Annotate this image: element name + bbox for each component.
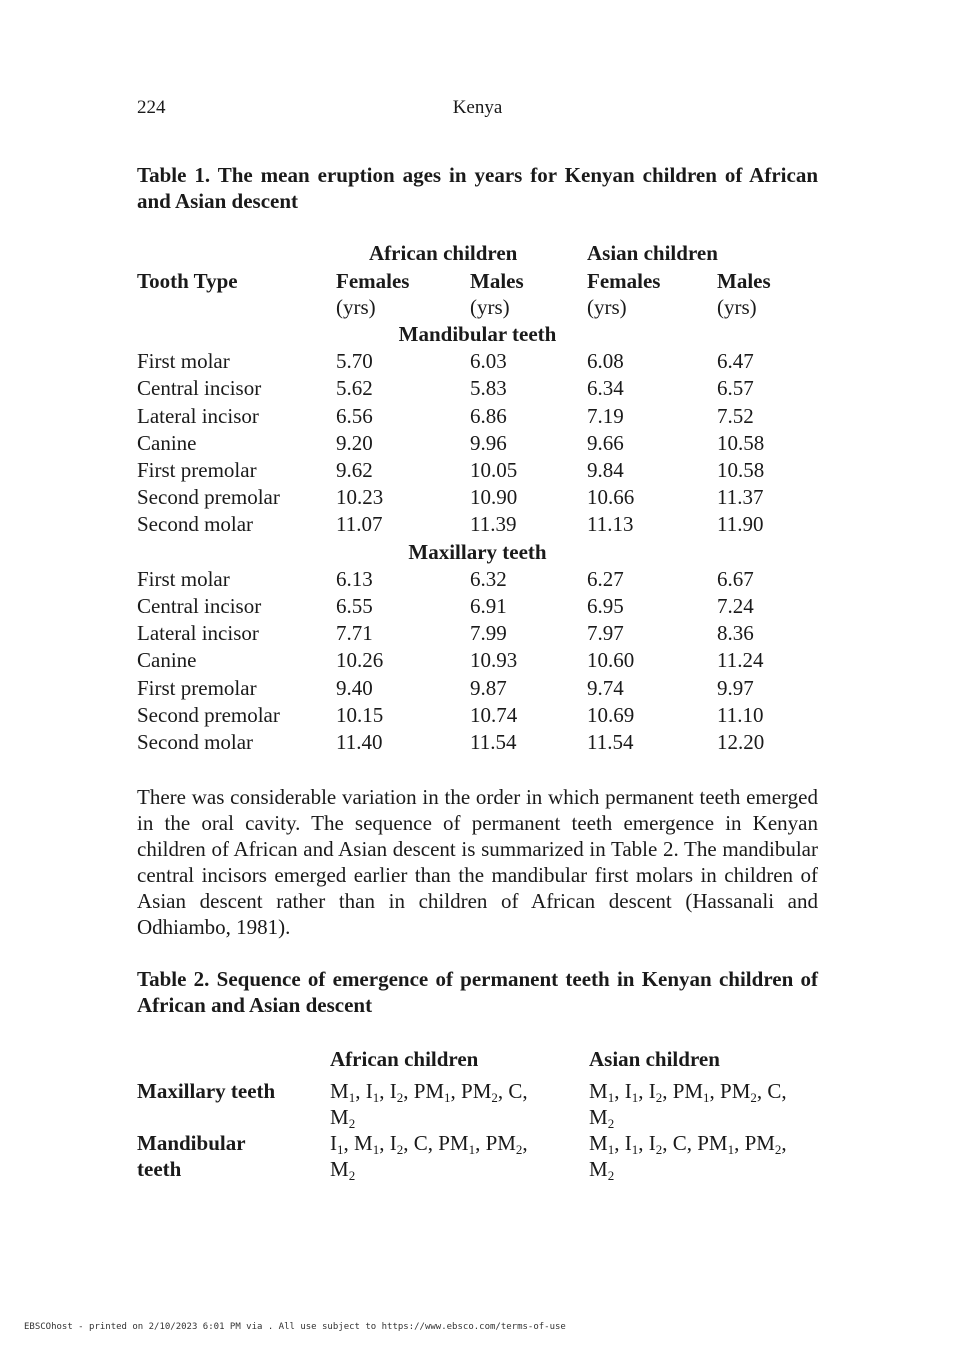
print-footer: EBSCOhost - printed on 2/10/2023 6:01 PM via . All use subject to https://www.ebsco.com/terms-of-use	[24, 1322, 566, 1332]
table1-row	[0, 593, 955, 620]
tooth-symbol: $PM_2$,	[744, 1131, 787, 1157]
table1-value-cell: 9.87	[470, 675, 507, 700]
table1-value-cell: 6.91	[470, 594, 507, 618]
table1-value-cell: 11.37	[717, 485, 764, 510]
table1-tooth-label: Central incisor	[137, 594, 262, 618]
table1-value-cell: 11.39	[470, 512, 517, 537]
table1-tooth-label: First molar	[137, 349, 230, 374]
tooth-symbol: $I_2$,	[389, 1131, 409, 1157]
table1-value-cell: 11.90	[717, 512, 764, 537]
table1-value-cell: 6.55	[336, 594, 373, 618]
table1-row	[0, 702, 955, 729]
table1-caption: Table 1. The mean eruption ages in years for Kenyan children of African and Asian descent	[137, 163, 818, 213]
table1-value-cell: 6.47	[717, 349, 754, 374]
table1-group-header-african: African children	[369, 241, 518, 265]
table1-col-header: Females	[587, 269, 661, 293]
table1-row	[0, 348, 955, 375]
table1-value-cell: 7.99	[470, 621, 507, 646]
table1-tooth-label: Second molar	[137, 512, 254, 537]
table1-value-cell: 5.62	[336, 376, 373, 401]
table1-row	[0, 566, 955, 593]
tooth-symbol: $M_2$	[589, 1157, 615, 1183]
table1-value-cell: 6.67	[717, 566, 754, 591]
table1-row	[0, 457, 955, 484]
table1-col-header: Females	[336, 269, 410, 293]
table1-value-cell: 5.83	[470, 376, 507, 401]
tooth-symbol: $M_1$,	[354, 1131, 385, 1157]
table1-value-cell: 9.84	[587, 458, 624, 482]
tooth-symbol: $I_2$,	[648, 1079, 668, 1105]
table1-value-cell: 6.13	[336, 566, 373, 591]
table1-value-cell: 5.70	[336, 349, 373, 374]
table1-tooth-label: Second molar	[137, 730, 254, 754]
tooth-symbol: $M_2$	[589, 1105, 615, 1131]
tooth-symbol: $I_2$,	[648, 1131, 668, 1157]
table1-col-header: Males	[470, 269, 524, 293]
table1-value-cell: 11.54	[587, 730, 634, 754]
table1-value-cell: 6.95	[587, 594, 624, 618]
table2-sequence	[589, 1130, 814, 1182]
table1-tooth-label: Canine	[137, 430, 197, 455]
table1-value-cell: 9.40	[336, 675, 373, 700]
table1-value-cell: 7.71	[336, 621, 373, 646]
body-paragraph: There was considerable variation in the order in which permanent teeth emerged in the oral cavity. The sequence of permanent teeth emergence in Kenyan children of African and Asian descent is summarized in Table 2. The mandibular central incisors emerged earlier than the mandibular first molars in children of Asian descent rather than in children of African descent (Hassanali and Odhiambo, 1981).	[137, 785, 818, 939]
table1-tooth-label: Second premolar	[137, 702, 280, 727]
table1-value-cell: 6.03	[470, 349, 507, 374]
table1-value-cell: 12.20	[717, 730, 765, 754]
table1-value-cell: 10.23	[336, 485, 384, 510]
table1-tooth-type-header: Tooth Type	[137, 269, 238, 293]
table1-tooth-label: First premolar	[137, 458, 257, 482]
table1-row	[0, 375, 955, 402]
table2-row-label: Maxillary teeth	[137, 1079, 276, 1103]
table1-value-cell: 9.74	[587, 675, 624, 700]
table1-value-cell: 10.60	[587, 648, 635, 673]
table2-sequence	[330, 1130, 555, 1182]
table1-value-cell: 6.34	[587, 376, 624, 401]
tooth-symbol: $M_1$,	[589, 1131, 620, 1157]
table1-row	[0, 403, 955, 430]
table1-row	[0, 647, 955, 674]
table1-value-cell: 6.08	[587, 349, 624, 374]
tooth-symbol: $PM_1$,	[697, 1131, 740, 1157]
table1-tooth-label: Second premolar	[137, 485, 280, 510]
table1-value-cell: 10.05	[470, 458, 518, 482]
tooth-symbol: C,	[767, 1079, 787, 1103]
table1-tooth-label: First molar	[137, 566, 230, 591]
table1-unit-label: (yrs)	[587, 295, 627, 319]
table1-group-header-asian: Asian children	[587, 241, 718, 265]
table1-value-cell: 7.52	[717, 403, 754, 428]
table2-col-header-asian: Asian children	[589, 1047, 720, 1071]
table1-value-cell: 7.24	[717, 594, 754, 618]
tooth-symbol: $PM_2$,	[461, 1079, 504, 1105]
table1-row	[0, 729, 955, 756]
running-title: Kenya	[452, 97, 503, 118]
table1-section-title: Maxillary teeth	[408, 539, 547, 564]
table1-tooth-label: Lateral incisor	[137, 621, 259, 646]
tooth-symbol: $M_1$,	[330, 1079, 361, 1105]
tooth-symbol: $M_2$	[330, 1157, 356, 1183]
table1-value-cell: 7.19	[587, 403, 624, 428]
tooth-symbol: $I_1$,	[330, 1131, 349, 1157]
table1-value-cell: 10.15	[336, 702, 384, 727]
table1-value-cell: 6.56	[336, 403, 373, 428]
table1-tooth-label: Lateral incisor	[137, 403, 259, 428]
table1-value-cell: 7.97	[587, 621, 624, 646]
table1-value-cell: 9.96	[470, 430, 507, 455]
table1-value-cell: 10.66	[587, 485, 635, 510]
tooth-symbol: $PM_2$,	[485, 1131, 528, 1157]
table1-value-cell: 9.66	[587, 430, 624, 455]
tooth-symbol: $M_1$,	[589, 1079, 620, 1105]
table1-value-cell: 8.36	[717, 621, 754, 646]
table1-value-cell: 6.32	[470, 566, 507, 591]
table2-col-header-african: African children	[330, 1047, 479, 1071]
table1-row	[0, 620, 955, 647]
tooth-symbol: $I_1$,	[365, 1079, 385, 1105]
table1-col-header: Males	[717, 269, 771, 293]
table1-row	[0, 675, 955, 702]
tooth-symbol: C,	[672, 1131, 692, 1155]
table1-value-cell: 9.97	[717, 675, 754, 700]
table1-value-cell: 6.27	[587, 566, 624, 591]
page-number: 224	[137, 97, 166, 118]
table1-value-cell: 11.07	[336, 512, 383, 537]
tooth-symbol: $I_1$,	[624, 1131, 644, 1157]
table1-row	[0, 511, 955, 538]
table1-value-cell: 11.24	[717, 648, 764, 673]
table1-value-cell: 10.74	[470, 702, 518, 727]
table1-value-cell: 9.62	[336, 458, 373, 482]
table1-tooth-label: Central incisor	[137, 376, 262, 401]
table1-unit-label: (yrs)	[717, 295, 757, 319]
table1-value-cell: 11.13	[587, 512, 634, 537]
table1-value-cell: 11.10	[717, 702, 764, 727]
table1-value-cell: 6.86	[470, 403, 507, 428]
table1-value-cell: 10.69	[587, 702, 635, 727]
table1-value-cell: 11.40	[336, 730, 383, 754]
tooth-symbol: $M_2$	[330, 1105, 356, 1131]
table1-value-cell: 10.58	[717, 458, 765, 482]
table1-row	[0, 484, 955, 511]
table1-value-cell: 11.54	[470, 730, 517, 754]
tooth-symbol: C,	[413, 1131, 433, 1155]
tooth-symbol: $PM_2$,	[720, 1079, 763, 1105]
table2-row-label: Mandibular teeth	[137, 1131, 246, 1181]
table1-unit-label: (yrs)	[336, 295, 376, 319]
table1-tooth-label: First premolar	[137, 675, 257, 700]
table1-value-cell: 6.57	[717, 376, 754, 401]
table1-row	[0, 430, 955, 457]
tooth-symbol: $PM_1$,	[672, 1079, 715, 1105]
table1-tooth-label: Canine	[137, 648, 197, 673]
tooth-symbol: $I_1$,	[624, 1079, 644, 1105]
table1-section-title: Mandibular teeth	[398, 322, 557, 346]
tooth-symbol: $I_2$,	[389, 1079, 409, 1105]
tooth-symbol: $PM_1$,	[438, 1131, 481, 1157]
table1-unit-label: (yrs)	[470, 295, 510, 319]
table1-value-cell: 10.58	[717, 430, 765, 455]
table2-caption: Table 2. Sequence of emergence of permanent teeth in Kenyan children of African and Asian descent	[137, 967, 818, 1017]
table1-value-cell: 10.26	[336, 648, 384, 673]
table2-sequence	[330, 1078, 555, 1130]
tooth-symbol: C,	[508, 1079, 528, 1103]
table2-sequence	[589, 1078, 814, 1130]
table1-value-cell: 10.90	[470, 485, 518, 510]
table1-value-cell: 10.93	[470, 648, 518, 673]
table1-value-cell: 9.20	[336, 430, 373, 455]
tooth-symbol: $PM_1$,	[413, 1079, 456, 1105]
